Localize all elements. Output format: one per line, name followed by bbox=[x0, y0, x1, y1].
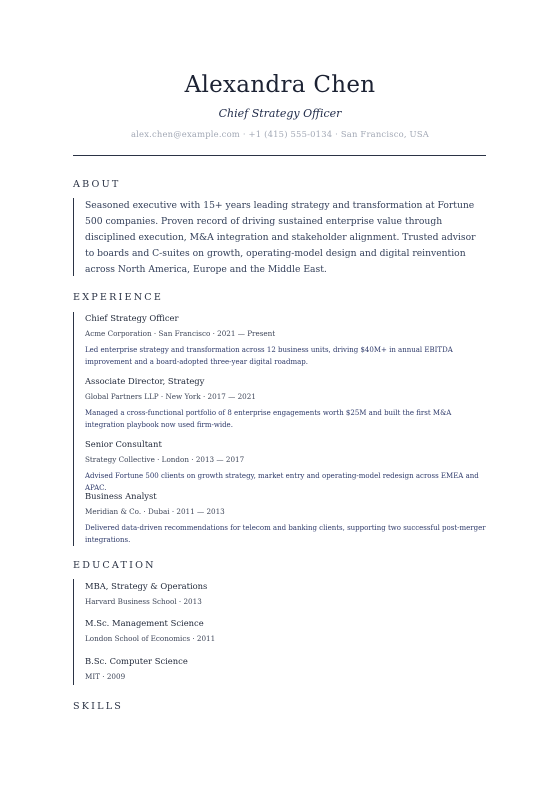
job-role: Associate Director, Strategy bbox=[85, 376, 205, 386]
job-role: Senior Consultant bbox=[85, 439, 162, 449]
school: MIT · 2009 bbox=[85, 672, 126, 681]
header-divider bbox=[73, 155, 486, 156]
experience-entry bbox=[85, 491, 487, 546]
experience-entry bbox=[85, 313, 487, 368]
degree: B.Sc. Computer Science bbox=[85, 656, 188, 666]
job-org: Global Partners LLP · New York · 2017 — 2021 bbox=[85, 392, 256, 401]
job-org: Acme Corporation · San Francisco · 2021 — Present bbox=[85, 329, 276, 338]
about-text: Seasoned executive with 15+ years leading strategy and transformation at Fortune 500 companies. Proven record of driving sustained enterprise value through disciplined execution, M&A integration and stakeholder alignment. Trusted advisor to boards and C-suites on growth, operating-model design and digital reinvention across North America, Europe and the Middle East. bbox=[85, 200, 476, 276]
education-entry bbox=[85, 581, 487, 607]
candidate-title: Chief Strategy Officer bbox=[218, 107, 342, 120]
job-description: Advised Fortune 500 clients on growth strategy, market entry and operating-model redesign across EMEA and APAC. bbox=[85, 472, 479, 492]
skills-heading: SKILLS bbox=[73, 701, 124, 712]
degree: MBA, Strategy & Operations bbox=[85, 581, 208, 591]
education-entry bbox=[85, 618, 487, 644]
education-accent-bar bbox=[73, 579, 74, 685]
job-org: Strategy Collective · London · 2013 — 2017 bbox=[85, 455, 245, 464]
job-org: Meridian & Co. · Dubai · 2011 — 2013 bbox=[85, 507, 225, 516]
education-heading: EDUCATION bbox=[73, 560, 156, 571]
experience-heading: EXPERIENCE bbox=[73, 292, 164, 303]
school: London School of Economics · 2011 bbox=[85, 634, 216, 643]
school: Harvard Business School · 2013 bbox=[85, 597, 202, 606]
education-entry bbox=[85, 656, 487, 682]
about-heading: ABOUT bbox=[73, 179, 121, 190]
job-role: Chief Strategy Officer bbox=[85, 313, 179, 323]
job-description: Led enterprise strategy and transformation across 12 business units, driving $40M+ in annual EBITDA improvement and a board-adopted three-year digital roadmap. bbox=[85, 346, 453, 366]
job-role: Business Analyst bbox=[85, 491, 157, 501]
degree: M.Sc. Management Science bbox=[85, 618, 204, 628]
experience-entry bbox=[85, 376, 487, 431]
contact-line: alex.chen@example.com · +1 (415) 555-0134 · San Francisco, USA bbox=[130, 129, 430, 139]
about-accent-bar bbox=[73, 198, 74, 276]
experience-entry bbox=[85, 439, 487, 494]
job-description: Managed a cross-functional portfolio of 8 enterprise engagements worth $25M and built the first M&A integration playbook now used firm-wide. bbox=[85, 409, 452, 429]
candidate-name: Alexandra Chen bbox=[184, 72, 376, 98]
job-description: Delivered data-driven recommendations for telecom and banking clients, supporting two successful post-merger integrations. bbox=[85, 524, 486, 544]
experience-accent-bar bbox=[73, 312, 74, 546]
